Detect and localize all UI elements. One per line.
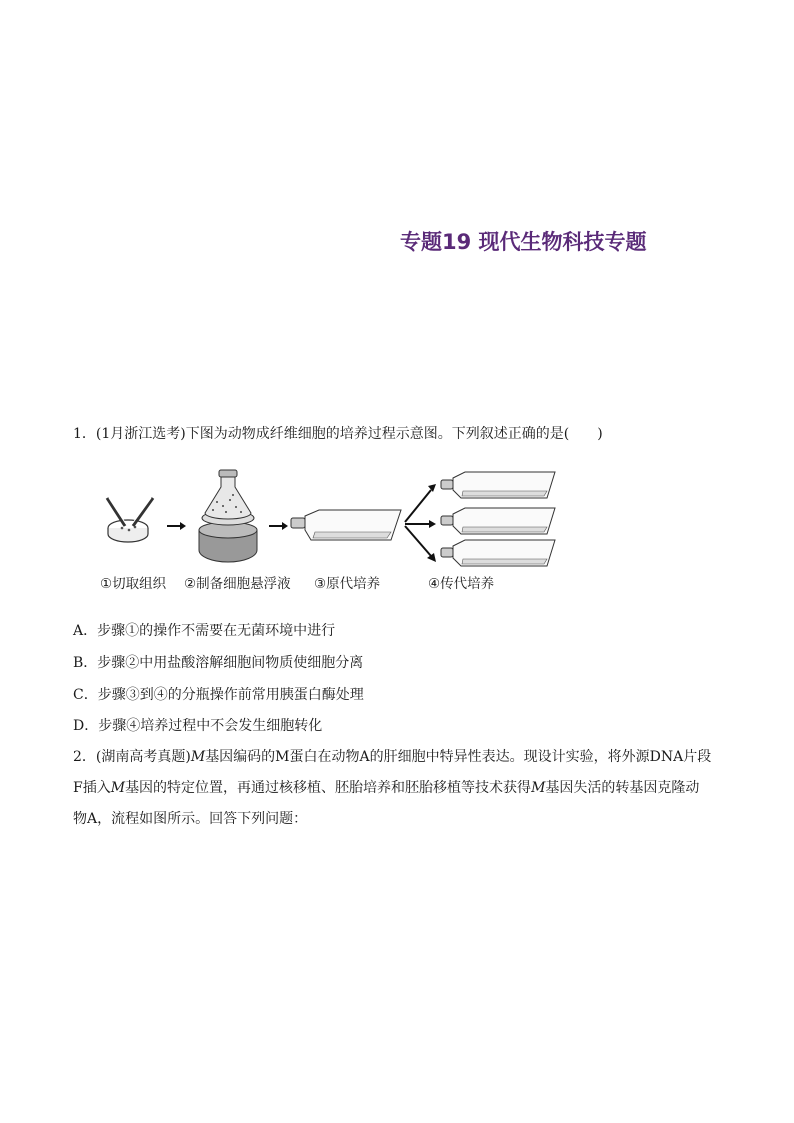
page-title: 专题19 现代生物科技专题 xyxy=(400,230,647,254)
cell-culture-diagram xyxy=(95,460,565,570)
question-2-line-3: 物A，流程如图所示。回答下列问题： xyxy=(73,811,308,827)
arrow-icon xyxy=(167,522,186,530)
option-d: D．步骤④培养过程中不会发生细胞转化 xyxy=(73,718,323,734)
cell-culture-figure xyxy=(95,460,565,600)
tissue-dish-icon xyxy=(107,498,153,542)
figure-caption-step-2: ②制备细胞悬浮液 xyxy=(184,576,291,592)
figure-caption-step-1: ①切取组织 xyxy=(100,576,167,592)
culture-flask-icon xyxy=(291,510,401,540)
figure-caption-step-4: ④传代培养 xyxy=(428,576,495,592)
option-c: C．步骤③到④的分瓶操作前常用胰蛋白酶处理 xyxy=(73,687,364,703)
figure-caption-step-3: ③原代培养 xyxy=(314,576,381,592)
question-1-stem: 1．(1月浙江选考)下图为动物成纤维细胞的培养过程示意图。下列叙述正确的是( ) xyxy=(73,426,603,442)
culture-flask-icon xyxy=(441,472,555,498)
option-a: A．步骤①的操作不需要在无菌环境中进行 xyxy=(73,623,336,639)
option-b: B．步骤②中用盐酸溶解细胞间物质使细胞分离 xyxy=(73,655,364,671)
flask-on-stirrer-icon xyxy=(199,470,257,562)
culture-flask-icon xyxy=(441,508,555,534)
branch-arrows xyxy=(405,484,436,562)
question-2-line-1: 2．(湖南高考真题)M基因编码的M蛋白在动物A的肝细胞中特异性表达。现设计实验，将外源DNA片段 xyxy=(73,749,712,765)
question-2-line-2: F插入M基因的特定位置，再通过核移植、胚胎培养和胚胎移植等技术获得M基因失活的转基因克隆动 xyxy=(73,780,700,796)
culture-flask-icon xyxy=(441,540,555,566)
arrow-icon xyxy=(269,522,288,530)
